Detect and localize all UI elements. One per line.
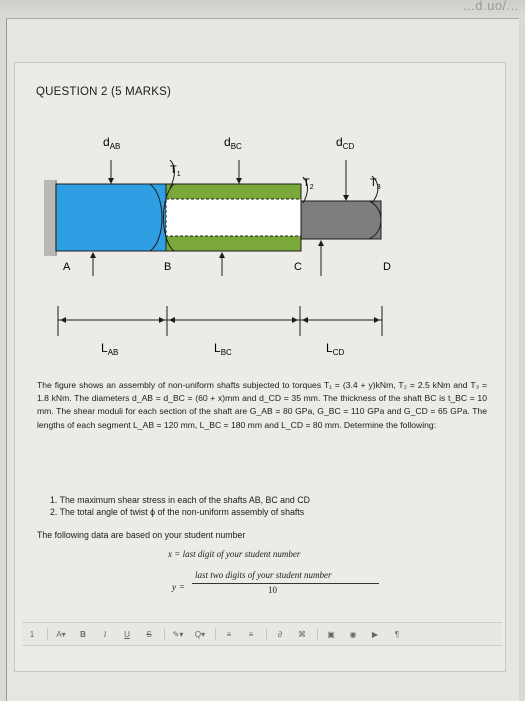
format-clear-button[interactable]: Q▾ [194, 629, 206, 639]
question-paragraph: The figure shows an assembly of non-uniform shafts subjected to torques T₁ = (3.4 + y)kNm, T₂ = 2.5 kNm and T₃ = 1.8 kNm. The diameters d_AB = d_BC = (60 + x)mm and d_CD = 35 mm. The thickness of the shaft BC is t_BC = 10 mm. The shear moduli for each section of the shaft are G_AB = 80 GPa, G_BC = 110 GPa and G_CD = 65 GPa. The lengths of each segment L_AB = 120 mm, L_BC = 180 mm and L_CD = 80 mm. Determine the following: [37, 380, 487, 430]
bold-button[interactable]: B [80, 629, 86, 639]
toolbar-separator [266, 628, 267, 640]
label-lbc: $L_{BC}$ [214, 341, 232, 357]
fixed-wall [44, 180, 56, 256]
dim-arrow-5 [302, 317, 308, 323]
label-lcd: $L_{CD}$ [326, 341, 345, 357]
arrowhead-cd [318, 240, 324, 246]
dim-arrow-6 [374, 317, 380, 323]
paragraph-icon[interactable]: ¶ [394, 629, 400, 639]
bullet-list-button[interactable]: ≡ [226, 629, 232, 639]
shaft-bc-bore [166, 199, 301, 236]
student-data-intro: The following data are based on your student number [37, 530, 246, 540]
toolbar-separator [164, 628, 165, 640]
label-c: C [294, 261, 302, 273]
record-icon[interactable]: ◉ [349, 629, 357, 639]
label-d: D [383, 261, 391, 273]
arrowhead-dab [108, 178, 114, 184]
label-t2: $T_2$ [303, 177, 314, 191]
toolbar-separator [47, 628, 48, 640]
unlink-icon[interactable]: ⌘ [298, 629, 306, 639]
dim-arrow-3 [169, 317, 175, 323]
image-icon[interactable]: ▣ [327, 629, 335, 639]
dim-arrow-4 [292, 317, 298, 323]
task-item-1: 1. The maximum shear stress in each of the shafts AB, BC and CD [50, 495, 310, 505]
font-color-button[interactable]: A▾ [56, 629, 66, 639]
label-dcd: $d_{CD}$ [336, 135, 355, 151]
arrowhead-dcd [343, 195, 349, 201]
highlight-button[interactable]: ✎▾ [172, 629, 184, 639]
toolbar-separator [215, 628, 216, 640]
dim-arrow-2 [159, 317, 165, 323]
arrowhead-dbc [236, 178, 242, 184]
shaft-cd [301, 201, 381, 239]
label-t1: $T_1$ [170, 164, 181, 178]
task-list [50, 494, 310, 518]
formula-y-numerator: last two digits of your student number [195, 570, 332, 580]
url-fragment: ...d.uo/... [462, 0, 519, 13]
label-dbc: $d_{BC}$ [224, 135, 242, 151]
label-t3: $T_3$ [370, 177, 381, 191]
label-dab: $d_{AB}$ [103, 135, 121, 151]
label-a: A [63, 261, 71, 273]
underline-button[interactable]: U [124, 629, 130, 639]
dim-arrow-1 [60, 317, 66, 323]
label-lab: $L_{AB}$ [101, 341, 119, 357]
label-b: B [164, 261, 172, 273]
paragraph-style-button[interactable]: 1 [29, 629, 35, 639]
editor-toolbar [22, 622, 502, 646]
strikethrough-button[interactable]: S [146, 629, 152, 639]
formula-y-denominator: 10 [268, 585, 277, 595]
arrowhead-bc [219, 252, 225, 258]
question-title: QUESTION 2 (5 MARKS) [36, 86, 171, 98]
toolbar-separator [317, 628, 318, 640]
formula-x: x = last digit of your student number [168, 549, 301, 559]
arrowhead-a [90, 252, 96, 258]
task-item-2: 2. The total angle of twist ϕ of the non-uniform assembly of shafts [50, 507, 305, 517]
italic-button[interactable]: I [103, 629, 107, 639]
numbered-list-button[interactable]: ≡ [248, 629, 254, 639]
formula-y-label: y = [172, 583, 186, 593]
media-icon[interactable]: ▶ [371, 629, 379, 639]
formula-fraction-bar [192, 583, 379, 584]
link-icon[interactable]: ∂ [278, 629, 282, 639]
shaft-ab [56, 184, 166, 251]
